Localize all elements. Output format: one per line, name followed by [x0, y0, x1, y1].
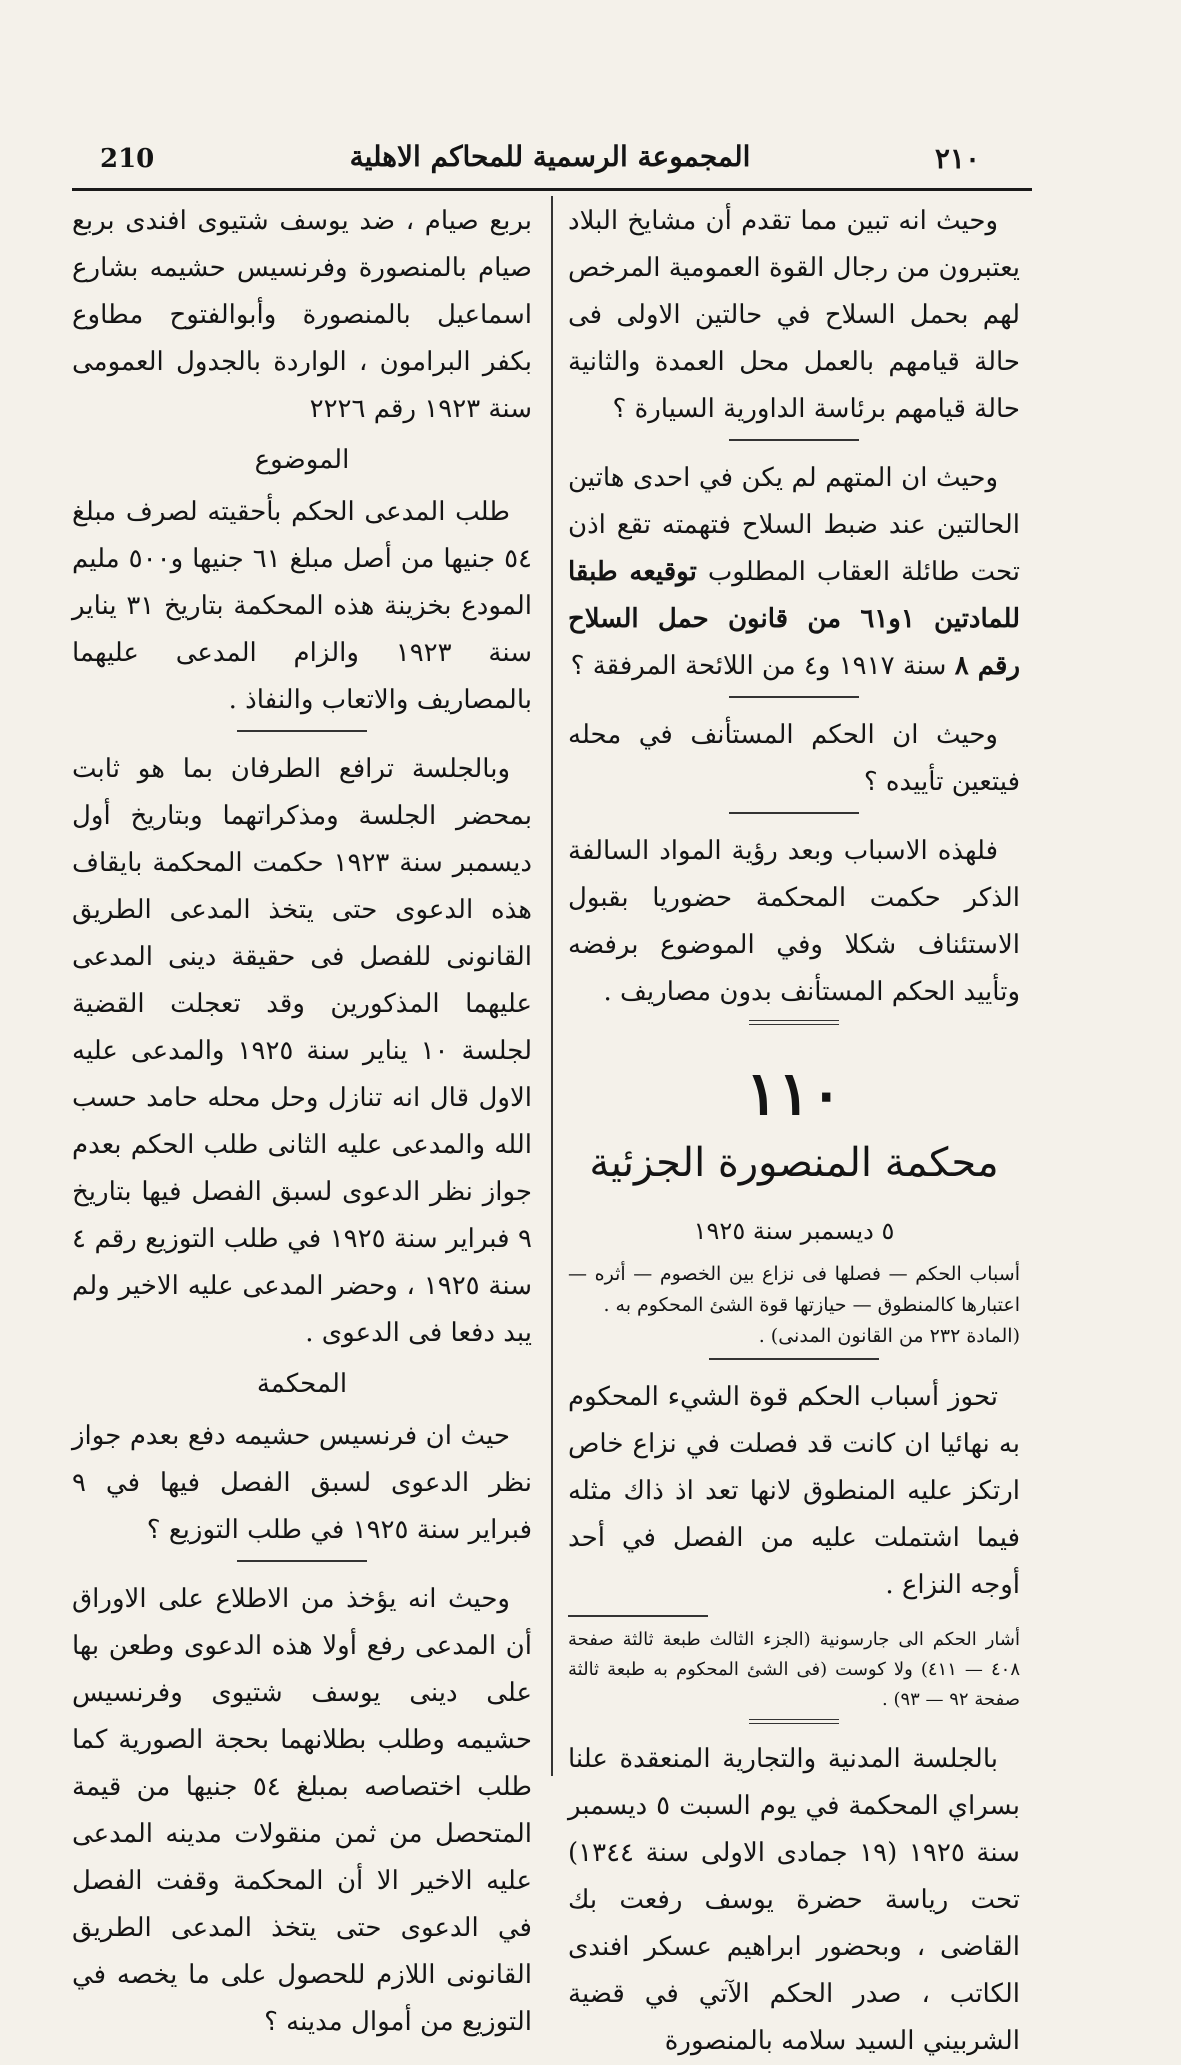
section-heading-subject: الموضوع: [254, 445, 350, 475]
header-rule: [72, 188, 1032, 191]
double-rule: [749, 1719, 839, 1724]
paragraph: وبالجلسة ترافع الطرفان بما هو ثابت بمحضر الجلسة ومذكراتهما وبتاريخ أول ديسمبر سنة ١٩٢٣ حكمت المحكمة بايقاف هذه الدعوى حتى يتخذ المدعى الطريق القانونى للفصل فى حقيقة دينى المدعى عليهما المذكورين وقد تعجلت القضية لجلسة ١٠ يناير سنة ١٩٢٥ والمدعى عليه الاول قال انه تنازل وحل محله حامد حسب الله والمدعى عليه الثانى طلب الحكم بعدم جواز نظر الدعوى لسبق الفصل فيها بتاريخ ٩ فبراير سنة ١٩٢٥ في طلب التوزيع رقم ٤ سنة ١٩٢٥ ، وحضر المدعى عليه الاخير ولم يبد دفعا فى الدعوى .: [72, 754, 533, 1348]
footnote: أشار الحكم الى جارسونية (الجزء الثالث طبعة ثالثة صفحة ٤٠٨ — ٤١١) ولا كوست (فى الشئ المحكوم به طبعة ثالثة صفحة ٩٢ — ٩٣) .: [568, 1629, 1020, 1710]
journal-title: المجموعة الرسمية للمحاكم الاهلية: [349, 140, 751, 173]
paragraph: حيث ان فرنسيس حشيمه دفع بعدم جواز نظر الدعوى لسبق الفصل فيها في ٩ فبراير سنة ١٩٢٥ في طلب التوزيع ؟: [72, 1421, 532, 1545]
summary-divider: [709, 1358, 879, 1360]
paragraph-divider: [237, 730, 367, 732]
paragraph: وحيث ان الحكم المستأنف في محله فيتعين تأييده ؟: [568, 720, 1020, 797]
section-heading-court: المحكمة: [256, 1369, 348, 1399]
paragraph: بربع صيام ، ضد يوسف شتيوى افندى بربع صيام بالمنصورة وفرنسيس حشيمه بشارع اسماعيل بالمنصورة وأبوالفتوح مطاوع بكفر البرامون ، الواردة بالجدول العمومى سنة ١٩٢٣ رقم ٢٢٢٦: [72, 206, 532, 424]
paragraph: [568, 455, 1020, 690]
left-column: [72, 198, 532, 2046]
paragraph: وحيث انه يؤخذ من الاطلاع على الاوراق أن المدعى رفع أولا هذه الدعوى وطعن بها على دينى يوسف شتيوى وفرنسيس حشيمه وطلب بطلانهما بحجة الصورية كما طلب اختصاصه بمبلغ ٥٤ جنيها من قيمة المتحصل من ثمن منقولات مدينه المدعى عليه الاخير الا أن المحكمة وقفت الفصل في الدعوى حتى يتخذ المدعى الطريق القانونى اللازم للحصول على ما يخصه في التوزيع من أموال مدينه ؟: [72, 1584, 532, 2037]
case-summary: أسباب الحكم — فصلها فى نزاع بين الخصوم — أثره — اعتبارها كالمنطوق — حيازتها قوة الشئ المحكوم به .: [568, 1263, 1020, 1316]
paragraph: وحيث انه تبين مما تقدم أن مشايخ البلاد يعتبرون من رجال القوة العمومية المرخص لهم بحمل السلاح في حالتين الاولى فى حالة قيامهم بالعمل محل العمدة والثانية حالة قيامهم برئاسة الداورية السيارة ؟: [568, 206, 1020, 424]
right-column: [568, 198, 1020, 2065]
running-header: [70, 138, 1030, 182]
text-run-bold: توقيعه طبقا للمادتين ١و٦١ من قانون حمل السلاح رقم ٨: [568, 557, 1020, 681]
case-summary-article: (المادة ٢٣٢ من القانون المدنى) .: [758, 1325, 1020, 1347]
legal-principle: تحوز أسباب الحكم قوة الشيء المحكوم به نهائيا ان كانت قد فصلت في نزاع خاص ارتكز عليه المنطوق لانها تعد اذ ذاك مثله فيما اشتملت عليه من الفصل في أحد أوجه النزاع .: [568, 1382, 1020, 1600]
page-number-latin: 210: [100, 144, 155, 174]
paragraph: فلهذه الاسباب وبعد رؤية المواد السالفة الذكر حكمت المحكمة حضوريا بقبول الاستئناف شكلا وفي الموضوع برفضه وتأييد الحكم المستأنف بدون مصاريف .: [568, 836, 1020, 1007]
case-number: ١١٠: [745, 1059, 843, 1129]
paragraph-divider: [729, 696, 859, 698]
paragraph-divider: [729, 812, 859, 814]
paragraph-divider: [237, 1560, 367, 1562]
judgment-date: ٥ ديسمبر سنة ١٩٢٥: [693, 1217, 895, 1245]
text-run: وحيث ان المتهم لم يكن في احدى هاتين الحالتين عند ضبط السلاح فتهمته تقع اذن تحت طائلة العقاب المطلوب: [568, 463, 1021, 587]
double-rule: [749, 1020, 839, 1025]
column-divider: [551, 196, 553, 1776]
paragraph-divider: [729, 439, 859, 441]
text-run: سنة ١٩١٧ و٤ من اللائحة المرفقة ؟: [570, 651, 947, 681]
court-name: محكمة المنصورة الجزئية: [589, 1140, 999, 1186]
paragraph: طلب المدعى الحكم بأحقيته لصرف مبلغ ٥٤ جنيها من أصل مبلغ ٦١ جنيها و٥٠٠ مليم المودع بخزينة هذه المحكمة بتاريخ ٣١ يناير سنة ١٩٢٣ والزام المدعى عليهما بالمصاريف والاتعاب والنفاذ .: [72, 497, 533, 715]
page-number-arabic: ٢١٠: [934, 142, 980, 175]
session-paragraph: بالجلسة المدنية والتجارية المنعقدة علنا بسراي المحكمة في يوم السبت ٥ ديسمبر سنة ١٩٢٥ (١٩ جمادى الاولى سنة ١٣٤٤) تحت رياسة حضرة يوسف رفعت بك القاضى ، وبحضور ابراهيم عسكر افندى الكاتب ، صدر الحكم الآتي في قضية الشربيني السيد سلامه بالمنصورة: [568, 1744, 1021, 2056]
footnote-rule: [568, 1615, 708, 1617]
